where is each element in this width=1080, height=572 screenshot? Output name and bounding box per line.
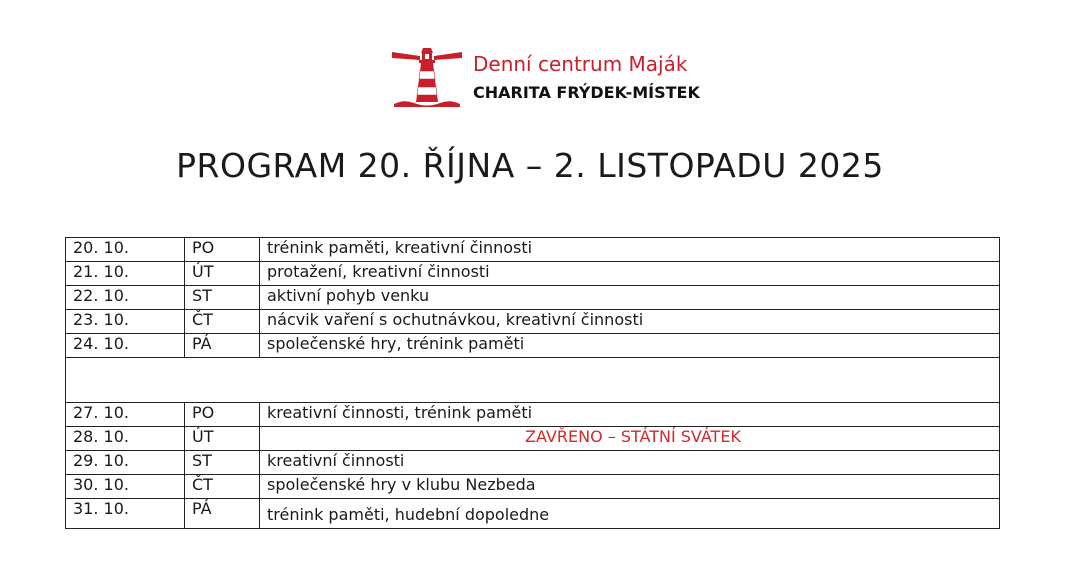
table-row (66, 238, 1000, 262)
activity-cell: společenské hry, trénink paměti (260, 334, 1000, 358)
table-row (66, 451, 1000, 475)
table-row (66, 427, 1000, 451)
date-cell: 23. 10. (66, 310, 185, 334)
date-cell: 31. 10. (66, 499, 185, 529)
day-cell: ST (185, 451, 260, 475)
date-cell: 20. 10. (66, 238, 185, 262)
activity-cell: kreativní činnosti (260, 451, 1000, 475)
activity-cell: kreativní činnosti, trénink paměti (260, 403, 1000, 427)
activity-cell: společenské hry v klubu Nezbeda (260, 475, 1000, 499)
date-cell: 30. 10. (66, 475, 185, 499)
date-cell: 29. 10. (66, 451, 185, 475)
empty-separator-cell (66, 358, 1000, 403)
date-cell: 27. 10. (66, 403, 185, 427)
center-name: Denní centrum Maják (473, 52, 688, 76)
table-row (66, 310, 1000, 334)
day-cell: PÁ (185, 334, 260, 358)
week-separator-row (66, 358, 1000, 403)
page-title: PROGRAM 20. ŘÍJNA – 2. LISTOPADU 2025 (176, 146, 884, 185)
day-cell: ČT (185, 310, 260, 334)
activity-cell: trénink paměti, kreativní činnosti (260, 238, 1000, 262)
date-cell: 21. 10. (66, 262, 185, 286)
table-row (66, 475, 1000, 499)
day-cell: ČT (185, 475, 260, 499)
table-row (66, 286, 1000, 310)
day-cell: PÁ (185, 499, 260, 529)
table-row (66, 262, 1000, 286)
closed-notice-cell: ZAVŘENO – STÁTNÍ SVÁTEK (260, 427, 1000, 451)
day-cell: ÚT (185, 262, 260, 286)
date-cell: 24. 10. (66, 334, 185, 358)
schedule-table (65, 237, 1000, 529)
organization-name: CHARITA FRÝDEK-MÍSTEK (473, 83, 700, 102)
lighthouse-logo-icon (392, 44, 462, 108)
activity-cell: nácvik vaření s ochutnávkou, kreativní činnosti (260, 310, 1000, 334)
date-cell: 28. 10. (66, 427, 185, 451)
table-row (66, 334, 1000, 358)
date-cell: 22. 10. (66, 286, 185, 310)
activity-cell: protažení, kreativní činnosti (260, 262, 1000, 286)
day-cell: ST (185, 286, 260, 310)
table-row (66, 403, 1000, 427)
activity-cell: aktivní pohyb venku (260, 286, 1000, 310)
day-cell: PO (185, 238, 260, 262)
day-cell: ÚT (185, 427, 260, 451)
table-row (66, 499, 1000, 529)
activity-cell: trénink paměti, hudební dopoledne (260, 499, 1000, 529)
day-cell: PO (185, 403, 260, 427)
